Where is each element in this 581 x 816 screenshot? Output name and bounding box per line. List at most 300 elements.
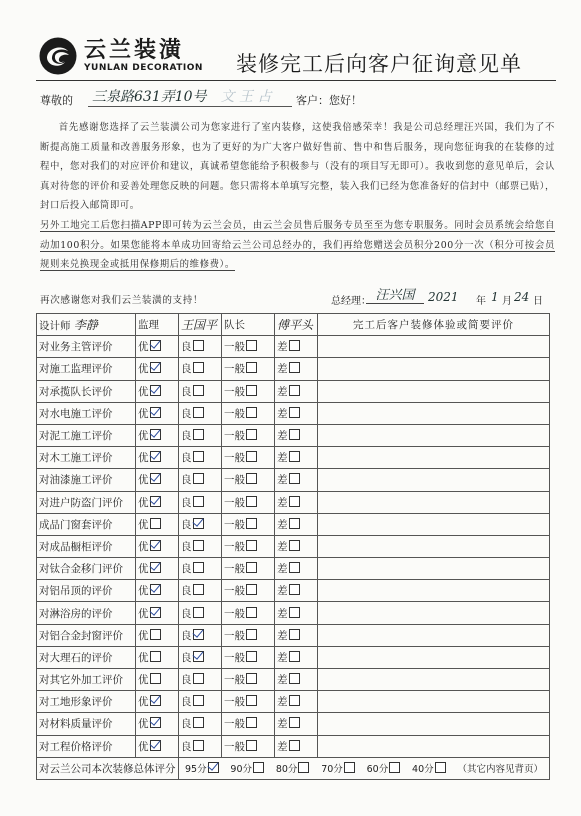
- comment-cell[interactable]: [318, 380, 550, 402]
- rating-checkbox[interactable]: [193, 717, 204, 728]
- rating-checkbox[interactable]: [289, 607, 300, 618]
- rating-option-cell: [222, 402, 275, 424]
- rating-checkbox[interactable]: [289, 629, 300, 640]
- rating-checkbox[interactable]: [289, 451, 300, 462]
- rating-option-cell: [275, 358, 318, 380]
- rating-option-cell: [222, 713, 275, 735]
- rating-option-label: 差: [277, 696, 288, 709]
- rating-checkbox[interactable]: [150, 385, 161, 396]
- rating-checkbox[interactable]: [289, 407, 300, 418]
- rating-option-label: 优: [138, 651, 149, 664]
- designer-cell: [37, 314, 136, 336]
- rating-option-cell: [179, 713, 222, 735]
- table-header-row: [37, 314, 550, 336]
- rating-option-cell: [222, 646, 275, 668]
- rating-checkbox[interactable]: [289, 740, 300, 751]
- rating-option-label: 差: [277, 452, 288, 465]
- rating-option-label: 良: [181, 385, 192, 398]
- date-month: 1: [491, 290, 499, 304]
- rating-option-label: 良: [181, 629, 192, 642]
- rating-option-cell: [179, 646, 222, 668]
- rating-checkbox[interactable]: [150, 562, 161, 573]
- criteria-label: 对木工施工评价: [37, 447, 136, 469]
- comment-cell[interactable]: [318, 491, 550, 513]
- rating-option-label: 差: [277, 496, 288, 509]
- criteria-label: 对成品橱柜评价: [37, 535, 136, 557]
- criteria-label: 对铝合金封窗评价: [37, 624, 136, 646]
- comment-cell[interactable]: [318, 535, 550, 557]
- rating-option-label: 良: [181, 585, 192, 598]
- comment-cell[interactable]: [318, 646, 550, 668]
- yunlan-logo-icon: [38, 36, 78, 76]
- rating-option-cell: [275, 535, 318, 557]
- rating-option-cell: [136, 380, 179, 402]
- rating-option-cell: [136, 535, 179, 557]
- rating-checkbox[interactable]: [150, 362, 161, 373]
- table-row: [37, 646, 550, 668]
- rating-option-label: 差: [277, 585, 288, 598]
- rating-checkbox[interactable]: [246, 473, 257, 484]
- rating-checkbox[interactable]: [150, 473, 161, 484]
- comment-cell[interactable]: [318, 447, 550, 469]
- brand-name-en: YUNLAN DECORATION: [84, 63, 203, 73]
- rating-option-cell: [222, 336, 275, 358]
- closing-line: 再次感谢您对我们云兰装潢的支持！: [40, 295, 204, 306]
- rating-checkbox[interactable]: [289, 717, 300, 728]
- back-page-note: （其它内容见背页）: [457, 764, 543, 776]
- rating-option-label: 优: [138, 629, 149, 642]
- table-row: [37, 735, 550, 757]
- rating-checkbox[interactable]: [150, 451, 161, 462]
- rating-checkbox[interactable]: [289, 496, 300, 507]
- rating-option-label: 差: [277, 363, 288, 376]
- score-option: [230, 761, 264, 775]
- criteria-label: 对工地形象评价: [37, 691, 136, 713]
- rating-checkbox[interactable]: [193, 429, 204, 440]
- rating-checkbox[interactable]: [246, 695, 257, 706]
- rating-checkbox[interactable]: [289, 340, 300, 351]
- rating-option-label: 一般: [224, 696, 245, 709]
- criteria-label: 对油漆施工评价: [37, 469, 136, 491]
- comment-cell[interactable]: [318, 735, 550, 757]
- criteria-label: 对进户防盗门评价: [37, 491, 136, 513]
- rating-option-cell: [136, 513, 179, 535]
- rating-option-label: 差: [277, 385, 288, 398]
- rating-option-cell: [179, 491, 222, 513]
- manager-signature: 汪兴国: [366, 284, 424, 304]
- rating-option-label: 差: [277, 740, 288, 753]
- rating-option-label: 差: [277, 407, 288, 420]
- score-option: [185, 761, 219, 775]
- rating-option-cell: [136, 735, 179, 757]
- rating-option-label: 差: [277, 474, 288, 487]
- rating-option-label: 一般: [224, 718, 245, 731]
- table-row: [37, 535, 550, 557]
- comment-cell[interactable]: [318, 691, 550, 713]
- rating-option-cell: [179, 558, 222, 580]
- rating-option-label: 良: [181, 518, 192, 531]
- rating-option-label: 差: [277, 540, 288, 553]
- rating-option-label: 一般: [224, 363, 245, 376]
- rating-option-label: 一般: [224, 385, 245, 398]
- rating-option-cell: [179, 735, 222, 757]
- rating-checkbox[interactable]: [150, 673, 161, 684]
- table-row: [37, 358, 550, 380]
- rating-option-cell: [136, 424, 179, 446]
- rating-checkbox[interactable]: [246, 407, 257, 418]
- rating-option-label: 差: [277, 518, 288, 531]
- rating-option-label: 一般: [224, 740, 245, 753]
- rating-option-label: 一般: [224, 452, 245, 465]
- rating-checkbox[interactable]: [193, 740, 204, 751]
- rating-checkbox[interactable]: [193, 629, 204, 640]
- rating-checkbox[interactable]: [193, 695, 204, 706]
- rating-option-label: 优: [138, 430, 149, 443]
- comment-cell[interactable]: [318, 402, 550, 424]
- rating-checkbox[interactable]: [246, 607, 257, 618]
- rating-option-label: 优: [138, 563, 149, 576]
- rating-checkbox[interactable]: [289, 385, 300, 396]
- rating-option-label: 良: [181, 696, 192, 709]
- rating-option-label: 优: [138, 540, 149, 553]
- rating-option-cell: [179, 358, 222, 380]
- rating-option-cell: [136, 624, 179, 646]
- rating-option-cell: [275, 646, 318, 668]
- table-row: [37, 469, 550, 491]
- rating-checkbox[interactable]: [193, 518, 204, 529]
- rating-checkbox[interactable]: [289, 429, 300, 440]
- rating-option-cell: [136, 402, 179, 424]
- rating-option-label: 差: [277, 674, 288, 687]
- table-row: [37, 424, 550, 446]
- rating-checkbox[interactable]: [193, 385, 204, 396]
- comment-cell[interactable]: [318, 669, 550, 691]
- rating-option-cell: [275, 602, 318, 624]
- rating-option-cell: [275, 447, 318, 469]
- rating-checkbox[interactable]: [246, 540, 257, 551]
- rating-option-label: 差: [277, 718, 288, 731]
- rating-option-cell: [222, 513, 275, 535]
- rating-checkbox[interactable]: [246, 562, 257, 573]
- rating-option-cell: [275, 469, 318, 491]
- rating-option-label: 一般: [224, 563, 245, 576]
- rating-option-cell: [179, 624, 222, 646]
- criteria-label: 对铝吊顶的评价: [37, 580, 136, 602]
- rating-option-label: 良: [181, 718, 192, 731]
- rating-option-cell: [275, 402, 318, 424]
- captain-name: 傅平头: [275, 314, 318, 336]
- rating-checkbox[interactable]: [246, 385, 257, 396]
- rating-checkbox[interactable]: [150, 340, 161, 351]
- table-row: [37, 602, 550, 624]
- rating-checkbox[interactable]: [150, 518, 161, 529]
- customer-name-faded: 文 王 占: [220, 89, 272, 105]
- rating-option-cell: [179, 424, 222, 446]
- rating-checkbox[interactable]: [150, 496, 161, 507]
- criteria-label: 对淋浴房的评价: [37, 602, 136, 624]
- rating-checkbox[interactable]: [246, 429, 257, 440]
- rating-option-label: 优: [138, 452, 149, 465]
- customer-address-field[interactable]: [88, 86, 292, 107]
- rating-checkbox[interactable]: [289, 673, 300, 684]
- rating-checkbox[interactable]: [289, 473, 300, 484]
- score-option-label: 90分: [230, 764, 252, 776]
- rating-option-label: 一般: [224, 607, 245, 620]
- rating-option-label: 优: [138, 740, 149, 753]
- comment-cell[interactable]: [318, 424, 550, 446]
- rating-option-cell: [222, 624, 275, 646]
- customer-address: 三泉路631弄10号: [92, 89, 207, 105]
- rating-option-label: 一般: [224, 629, 245, 642]
- comment-cell[interactable]: [318, 558, 550, 580]
- table-row: [37, 558, 550, 580]
- rating-option-cell: [275, 424, 318, 446]
- rating-option-label: 优: [138, 496, 149, 509]
- rating-option-label: 优: [138, 696, 149, 709]
- criteria-label: 对大理石的评价: [37, 646, 136, 668]
- rating-option-cell: [179, 336, 222, 358]
- rating-option-label: 一般: [224, 430, 245, 443]
- header-divider: [36, 80, 556, 81]
- criteria-label: 对泥工施工评价: [37, 424, 136, 446]
- rating-option-cell: [222, 558, 275, 580]
- rating-option-label: 良: [181, 607, 192, 620]
- score-option-label: 80分: [275, 764, 298, 776]
- rating-checkbox[interactable]: [246, 673, 257, 684]
- rating-checkbox[interactable]: [246, 651, 257, 662]
- rating-checkbox[interactable]: [193, 473, 204, 484]
- rating-option-cell: [179, 402, 222, 424]
- designer-label: 设计师: [39, 320, 71, 333]
- overall-score-label: 对云兰公司本次装修总体评分: [37, 757, 179, 779]
- criteria-label: 对其它外加工评价: [37, 669, 136, 691]
- rating-checkbox[interactable]: [150, 717, 161, 728]
- comment-cell[interactable]: [318, 624, 550, 646]
- table-row: [37, 336, 550, 358]
- date-day: 24: [514, 290, 530, 304]
- rating-option-label: 优: [138, 341, 149, 354]
- rating-option-label: 优: [138, 474, 149, 487]
- note-header: 完工后客户装修体验或简要评价: [318, 314, 550, 336]
- letter-paragraph-1: 首先感谢您选择了云兰装潢公司为您家进行了室内装修，这使我倍感荣幸！我是公司总经理汪兴国，我们为了不断提高施工质量和改善服务形象，也为了更好的为广大客户做好售前、售中和售后服务，现向您征询我的在装修的过程中，您对我们的对应评价和建议，真诚希望您能给予积极参与（没有的项目写无即可）。我收到您的意见单后，会认真对待您的评价和妥善处理您反映的问题。您只需将本单填写完整，装入我们已经为您准备好的信封中（邮票已贴），封口后投入邮筒即可。: [40, 122, 555, 212]
- score-option-label: 95分: [185, 764, 207, 776]
- supervisor-label: 监理: [136, 314, 179, 336]
- rating-checkbox[interactable]: [246, 584, 257, 595]
- rating-option-label: 良: [181, 496, 192, 509]
- rating-checkbox[interactable]: [289, 562, 300, 573]
- rating-option-label: 差: [277, 341, 288, 354]
- rating-checkbox[interactable]: [193, 584, 204, 595]
- rating-option-cell: [275, 735, 318, 757]
- evaluation-table: [36, 313, 550, 780]
- comment-cell[interactable]: [318, 580, 550, 602]
- rating-option-cell: [179, 469, 222, 491]
- rating-option-cell: [222, 735, 275, 757]
- rating-option-label: 一般: [224, 540, 245, 553]
- rating-option-cell: [222, 380, 275, 402]
- rating-option-cell: [222, 602, 275, 624]
- form-title: 装修完工后向客户征询意见单: [236, 52, 522, 76]
- rating-option-cell: [179, 535, 222, 557]
- overall-score-options: [179, 757, 550, 779]
- score-option-label: 60分: [366, 764, 389, 776]
- rating-checkbox[interactable]: [246, 340, 257, 351]
- comment-cell[interactable]: [318, 713, 550, 735]
- rating-option-cell: [222, 424, 275, 446]
- greeting-prefix: 尊敬的: [40, 94, 73, 107]
- table-row: [37, 713, 550, 735]
- rating-checkbox[interactable]: [150, 407, 161, 418]
- criteria-label: 对工程价格评价: [37, 735, 136, 757]
- rating-checkbox[interactable]: [193, 451, 204, 462]
- table-row: [37, 513, 550, 535]
- rating-option-label: 优: [138, 718, 149, 731]
- score-checkbox[interactable]: [344, 762, 355, 773]
- rating-checkbox[interactable]: [289, 540, 300, 551]
- rating-option-cell: [136, 602, 179, 624]
- score-checkbox[interactable]: [435, 762, 446, 773]
- criteria-label: 成品门窗套评价: [37, 513, 136, 535]
- rating-option-label: 优: [138, 585, 149, 598]
- rating-option-cell: [136, 491, 179, 513]
- rating-checkbox[interactable]: [150, 584, 161, 595]
- score-checkbox[interactable]: [389, 762, 400, 773]
- rating-option-cell: [222, 447, 275, 469]
- table-row: [37, 624, 550, 646]
- rating-checkbox[interactable]: [246, 717, 257, 728]
- rating-option-label: 差: [277, 629, 288, 642]
- rating-option-cell: [275, 624, 318, 646]
- criteria-label: 对承揽队长评价: [37, 380, 136, 402]
- table-row: [37, 580, 550, 602]
- rating-checkbox[interactable]: [193, 607, 204, 618]
- rating-checkbox[interactable]: [193, 562, 204, 573]
- rating-option-label: 优: [138, 407, 149, 420]
- rating-option-cell: [275, 580, 318, 602]
- rating-option-label: 良: [181, 363, 192, 376]
- rating-option-label: 差: [277, 607, 288, 620]
- rating-checkbox[interactable]: [193, 651, 204, 662]
- comment-cell[interactable]: [318, 358, 550, 380]
- rating-checkbox[interactable]: [193, 407, 204, 418]
- table-row: [37, 669, 550, 691]
- rating-option-cell: [222, 580, 275, 602]
- table-row: [37, 380, 550, 402]
- score-checkbox[interactable]: [253, 762, 264, 773]
- rating-option-cell: [179, 669, 222, 691]
- rating-option-label: 差: [277, 651, 288, 664]
- captain-label: 队长: [222, 314, 275, 336]
- rating-option-label: 优: [138, 674, 149, 687]
- criteria-label: 对材料质量评价: [37, 713, 136, 735]
- rating-option-label: 优: [138, 518, 149, 531]
- rating-option-cell: [179, 513, 222, 535]
- score-option-label: 40分: [412, 764, 434, 776]
- rating-checkbox[interactable]: [289, 651, 300, 662]
- date-day-label: 日: [533, 296, 543, 307]
- rating-checkbox[interactable]: [193, 673, 204, 684]
- rating-checkbox[interactable]: [246, 451, 257, 462]
- rating-checkbox[interactable]: [246, 518, 257, 529]
- rating-option-label: 一般: [224, 518, 245, 531]
- rating-checkbox[interactable]: [150, 651, 161, 662]
- rating-option-cell: [136, 713, 179, 735]
- table-row: [37, 491, 550, 513]
- criteria-label: 对钛合金移门评价: [37, 558, 136, 580]
- score-checkbox[interactable]: [208, 762, 219, 773]
- comment-cell[interactable]: [318, 602, 550, 624]
- rating-option-label: 良: [181, 452, 192, 465]
- letter-body: [40, 118, 555, 275]
- rating-option-cell: [222, 491, 275, 513]
- rating-option-label: 良: [181, 740, 192, 753]
- rating-option-cell: [275, 513, 318, 535]
- rating-option-cell: [179, 691, 222, 713]
- greeting-suffix: 客户：您好！: [296, 94, 362, 107]
- rating-option-cell: [136, 691, 179, 713]
- table-row: [37, 447, 550, 469]
- letter-membership-text: 另外工地完工后您扫描APP即可转为云兰会员，由云兰会员售后服务专员至至为您专职服务。同时会员系统会给您自动加100积分。: [40, 219, 555, 251]
- comment-cell[interactable]: [318, 513, 550, 535]
- rating-checkbox[interactable]: [246, 740, 257, 751]
- rating-checkbox[interactable]: [150, 629, 161, 640]
- rating-checkbox[interactable]: [246, 496, 257, 507]
- rating-option-label: 一般: [224, 585, 245, 598]
- rating-option-cell: [136, 336, 179, 358]
- rating-option-label: 一般: [224, 674, 245, 687]
- rating-option-label: 一般: [224, 341, 245, 354]
- rating-option-cell: [275, 691, 318, 713]
- rating-option-cell: [179, 380, 222, 402]
- rating-checkbox[interactable]: [246, 629, 257, 640]
- rating-option-cell: [222, 358, 275, 380]
- rating-checkbox[interactable]: [193, 496, 204, 507]
- rating-checkbox[interactable]: [289, 695, 300, 706]
- rating-option-cell: [275, 713, 318, 735]
- rating-option-cell: [136, 669, 179, 691]
- rating-option-label: 优: [138, 363, 149, 376]
- rating-option-cell: [275, 669, 318, 691]
- score-option: [367, 761, 401, 775]
- rating-option-label: 一般: [224, 407, 245, 420]
- letter-bonus-text: 如果您能将本单成功回寄给云兰公司总经办的，我们再给您赠送会员积分200分一次（积分可按会员规则来兑换现金或抵用保修期后的维修费）。: [40, 239, 555, 271]
- comment-cell[interactable]: [318, 336, 550, 358]
- rating-checkbox[interactable]: [193, 340, 204, 351]
- score-checkbox[interactable]: [298, 762, 309, 773]
- rating-checkbox[interactable]: [193, 362, 204, 373]
- rating-checkbox[interactable]: [289, 584, 300, 595]
- criteria-label: 对水电施工评价: [37, 402, 136, 424]
- brand-logo: [38, 36, 203, 76]
- rating-option-label: 优: [138, 607, 149, 620]
- rating-option-cell: [275, 336, 318, 358]
- rating-checkbox[interactable]: [289, 518, 300, 529]
- rating-checkbox[interactable]: [150, 740, 161, 751]
- rating-checkbox[interactable]: [289, 362, 300, 373]
- rating-checkbox[interactable]: [193, 540, 204, 551]
- rating-checkbox[interactable]: [150, 429, 161, 440]
- rating-checkbox[interactable]: [246, 362, 257, 373]
- score-option: [412, 761, 446, 775]
- rating-checkbox[interactable]: [150, 540, 161, 551]
- rating-checkbox[interactable]: [150, 607, 161, 618]
- comment-cell[interactable]: [318, 469, 550, 491]
- overall-score-row: [37, 757, 550, 779]
- rating-option-cell: [136, 447, 179, 469]
- table-row: [37, 691, 550, 713]
- rating-option-cell: [222, 691, 275, 713]
- rating-checkbox[interactable]: [150, 695, 161, 706]
